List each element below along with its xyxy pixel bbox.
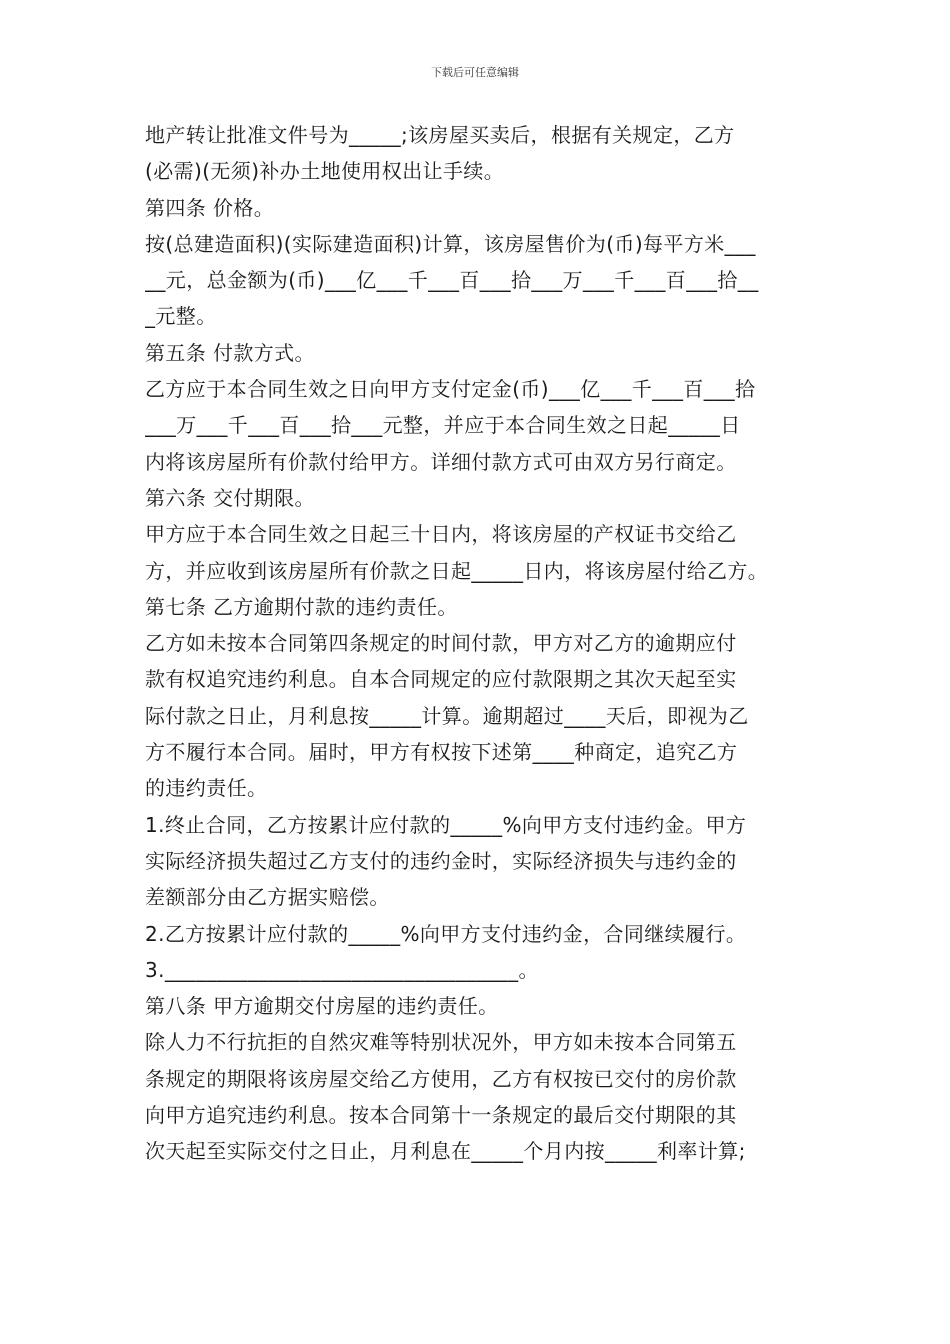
text-line: 际付款之日止，月利息按_____计算。逾期超过____天后，即视为乙	[145, 703, 749, 728]
text-line: 3.__________________________________。	[145, 957, 539, 982]
section-heading: 第四条 价格。	[145, 195, 275, 220]
page-header: 下载后可任意编辑	[431, 66, 519, 79]
text-line: 方不履行本合同。届时，甲方有权按下述第____种商定，追究乙方	[145, 740, 738, 765]
text-line: 按(总建造面积)(实际建造面积)计算，该房屋售价为(币)每平方米___	[145, 231, 756, 256]
text-line: 差额部分由乙方据实赔偿。	[145, 885, 390, 910]
text-line: 款有权追究违约利息。自本合同规定的应付款限期之其次天起至实	[145, 667, 737, 692]
text-line: 的违约责任。	[145, 776, 268, 801]
text-line: 方，并应收到该房屋所有价款之日起_____日内，将该房屋付给乙方。	[145, 558, 769, 583]
text-line: 除人力不行抗拒的自然灾难等特别状况外，甲方如未按本合同第五	[145, 1030, 737, 1055]
section-heading: 第六条 交付期限。	[145, 485, 315, 510]
section-heading: 第七条 乙方逾期付款的违约责任。	[145, 594, 458, 619]
section-heading: 第五条 付款方式。	[145, 340, 315, 365]
document-body	[145, 117, 817, 1170]
text-line: 实际经济损失超过乙方支付的违约金时，实际经济损失与违约金的	[145, 848, 737, 873]
text-line: 乙方如未按本合同第四条规定的时间付款，甲方对乙方的逾期应付	[145, 631, 737, 656]
text-line: ___万___千___百___拾___元整，并应于本合同生效之日起_____日	[145, 413, 741, 438]
text-line: 地产转让批准文件号为_____;该房屋买卖后，根据有关规定，乙方	[145, 123, 735, 147]
text-line: 2.乙方按累计应付款的_____%向甲方支付违约金，合同继续履行。	[145, 921, 747, 946]
text-line: 条规定的期限将该房屋交给乙方使用，乙方有权按已交付的房价款	[145, 1066, 737, 1091]
text-line: __元，总金额为(币)___亿___千___百___拾___万___千___百___拾__	[145, 268, 759, 293]
section-heading: 第八条 甲方逾期交付房屋的违约责任。	[145, 994, 499, 1019]
text-line: 次天起至实际交付之日止，月利息在_____个月内按_____利率计算;	[145, 1139, 746, 1164]
text-line: 内将该房屋所有价款付给甲方。详细付款方式可由双方另行商定。	[145, 449, 737, 474]
text-line: (必需)(无须)补办土地使用权出让手续。	[145, 159, 505, 184]
text-line: 甲方应于本合同生效之日起三十日内，将该房屋的产权证书交给乙	[145, 522, 737, 547]
text-line: 1.终止合同，乙方按累计应付款的_____%向甲方支付违约金。甲方	[145, 812, 747, 837]
text-line: 向甲方追究违约利息。按本合同第十一条规定的最后交付期限的其	[145, 1103, 737, 1128]
text-line: _元整。	[145, 304, 217, 329]
text-line: 乙方应于本合同生效之日向甲方支付定金(币)___亿___千___百___拾	[145, 377, 756, 402]
